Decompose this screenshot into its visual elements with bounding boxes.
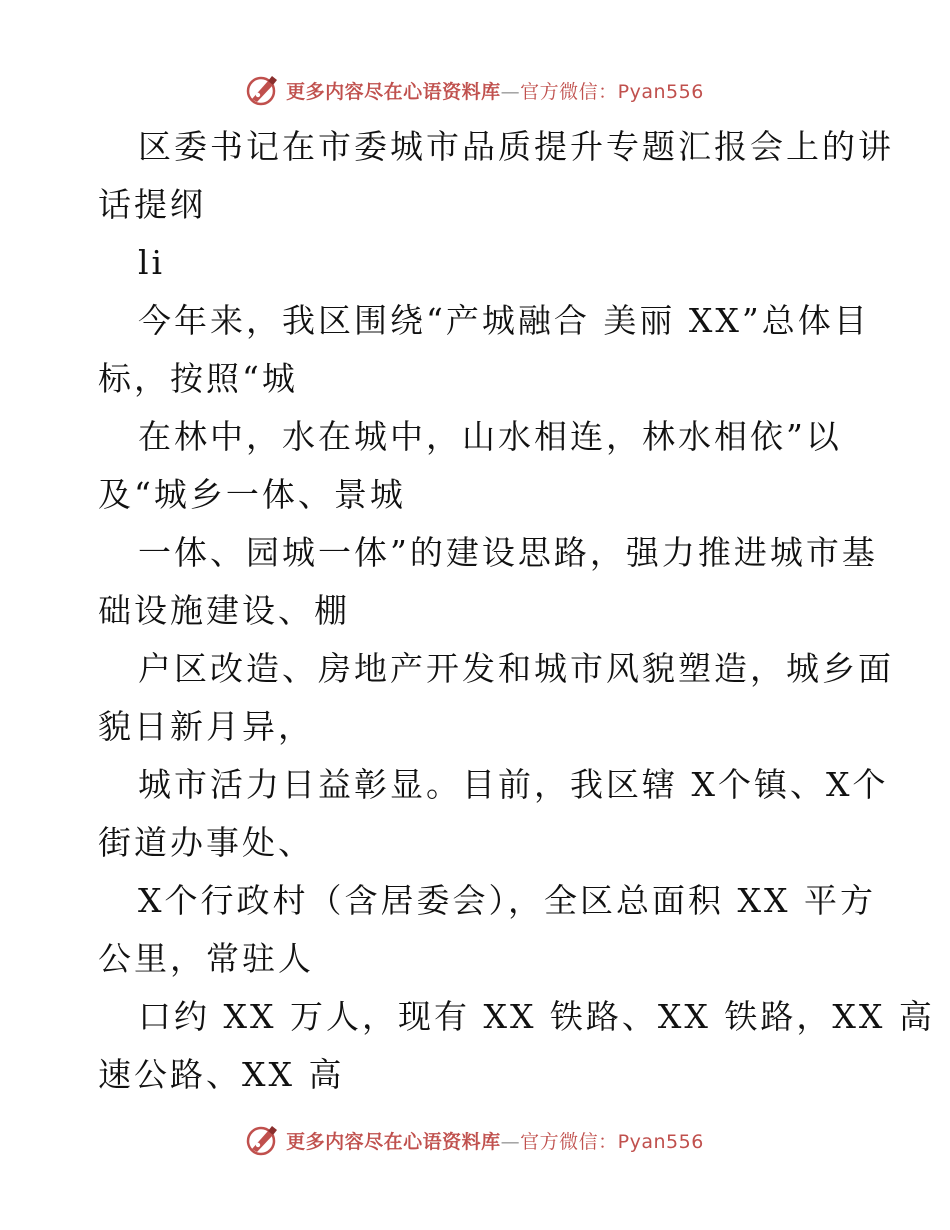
text-line: 标，按照“城 (98, 359, 298, 398)
text-line: li (138, 243, 166, 282)
header-banner-wechat: 官方微信：Pyan556 (520, 80, 704, 103)
text-line: 公里，常驻人 (98, 939, 314, 978)
text-line: 区委书记在市委城市品质提升专题汇报会上的讲 (138, 127, 894, 166)
text-line: 速公路、XX 高 (98, 1055, 345, 1094)
text-line: 户区改造、房地产开发和城市风貌塑造，城乡面 (138, 649, 894, 688)
text-line: 貌日新月异， (98, 707, 314, 746)
footer-watermark-banner (0, 1120, 950, 1160)
text-line: 在林中，水在城中，山水相连，林水相依”以 (138, 417, 842, 456)
text-line: 城市活力日益彰显。目前，我区辖 X个镇、X个 (138, 765, 889, 804)
footer-banner-lead: 更多内容尽在心语资料库 (286, 1130, 501, 1153)
text-line: 一体、园城一体”的建设思路，强力推进城市基 (138, 533, 878, 572)
text-line: 今年来，我区围绕“产城融合 美丽 XX”总体目 (138, 301, 870, 340)
pen-logo-icon (246, 1123, 280, 1157)
text-line: 口约 XX 万人，现有 XX 铁路、XX 铁路，XX 高 (138, 997, 935, 1036)
text-line: 及“城乡一体、景城 (98, 475, 406, 514)
header-banner-dash: — (500, 80, 521, 103)
text-line: X个行政村（含居委会），全区总面积 XX 平方 (138, 881, 876, 920)
pen-logo-icon (246, 73, 280, 107)
header-banner-text (286, 77, 704, 104)
text-line: 话提纲 (98, 185, 206, 224)
footer-banner-dash: — (500, 1130, 521, 1153)
document-text (98, 118, 935, 1104)
header-banner-lead: 更多内容尽在心语资料库 (286, 80, 501, 103)
footer-banner-wechat: 官方微信：Pyan556 (520, 1130, 704, 1153)
text-line: 街道办事处、 (98, 823, 314, 862)
text-line: 础设施建设、棚 (98, 591, 350, 630)
document-body (98, 118, 935, 1104)
header-watermark-banner (0, 70, 950, 110)
footer-banner-text (286, 1127, 704, 1154)
